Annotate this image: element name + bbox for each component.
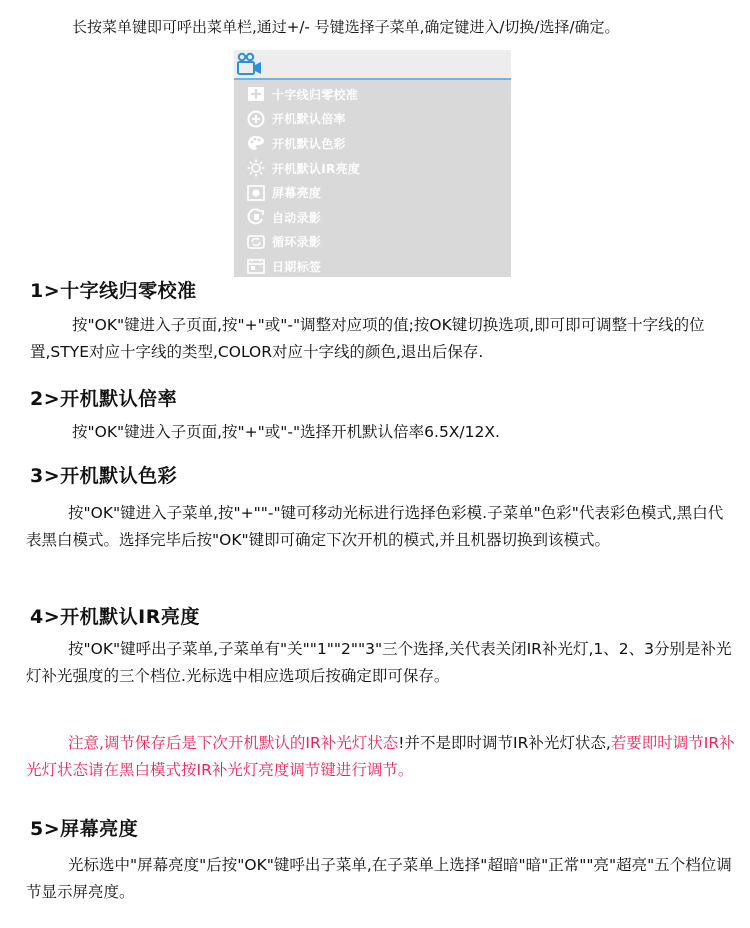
palette-icon [246,135,266,151]
menu-top-bar [234,50,511,80]
menu-item-label: 开机默认IR亮度 [272,161,361,176]
ir-note-red: 注意,调节保存后是下次开机默认的IR补光灯状态 [68,734,399,752]
section-body-default-color: 按"OK"键进入子菜单,按"+""-"键可移动光标进行选择色彩模.子菜单"色彩"代表彩色模式,黑白代表黑白模式。选择完毕后按"OK"键即可确定下次开机的模式,并且机器切换到该模式。 [26,504,724,549]
menu-item-default-color[interactable] [234,131,511,156]
menu-item-loop-record[interactable] [234,230,511,255]
section-body-default-ir: 按"OK"键呼出子菜单,子菜单有"关""1""2""3"三个选择,关代表关闭IR补光灯,1、2、3分别是补光灯补光强度的三个档位.光标选中相应选项后按确定即可保存。 [26,640,732,685]
menu-item-label: 十字线归零校准 [272,87,359,102]
menu-item-label: 开机默认色彩 [272,136,346,151]
menu-screenshot [234,50,511,277]
loop-record-icon [246,234,266,250]
ir-note [26,730,736,784]
menu-item-screen-brightness[interactable] [234,180,511,205]
section-body-default-zoom: 按"OK"键进入子页面,按"+"或"-"选择开机默认倍率6.5X/12X. [72,423,500,441]
auto-record-icon [246,209,266,225]
ir-brightness-icon [246,160,266,176]
menu-list [234,82,511,277]
date-tag-icon [246,258,266,274]
zoom-plus-icon [246,111,266,127]
section-title-default-ir: 4>开机默认IR亮度 [30,606,200,628]
section-body-crosshair: 按"OK"键进入子页面,按"+"或"-"调整对应项的值;按OK键切换选项,即可即可调整十字线的位置,STYE对应十字线的类型,COLOR对应十字线的颜色,退出后保存. [30,316,705,361]
menu-item-date-tag[interactable] [234,254,511,277]
section-title-default-color: 3>开机默认色彩 [30,465,178,487]
section-title-default-zoom: 2>开机默认倍率 [30,388,178,410]
menu-item-label: 屏幕亮度 [272,186,322,201]
intro-text: 长按菜单键即可呼出菜单栏,通过+/- 号键选择子菜单,确定键进入/切换/选择/确定。 [72,18,620,36]
menu-item-crosshair-zero[interactable] [234,82,511,107]
menu-item-auto-record[interactable] [234,205,511,230]
section-title-screen-brightness: 5>屏幕亮度 [30,818,139,840]
menu-item-default-ir[interactable] [234,156,511,181]
menu-item-label: 开机默认倍率 [272,112,346,127]
menu-item-label: 日期标签 [272,259,322,274]
screen-brightness-icon [246,185,266,201]
video-camera-icon [237,52,263,76]
menu-item-label: 自动录影 [272,210,322,225]
section-title-crosshair: 1>十字线归零校准 [30,280,197,302]
ir-note-black: !并不是即时调节IR补光灯状态, [398,734,611,752]
menu-item-default-zoom[interactable] [234,107,511,132]
menu-item-label: 循环录影 [272,235,322,250]
crosshair-target-icon [246,86,266,102]
section-body-screen-brightness: 光标选中"屏幕亮度"后按"OK"键呼出子菜单,在子菜单上选择"超暗"暗"正常""亮"超亮"五个档位调节显示屏亮度。 [26,856,732,901]
ir-note-red-2: 若要即时调节IR补光灯状态请在黑白模式按IR补光灯亮度调节键进行调节。 [26,734,735,779]
